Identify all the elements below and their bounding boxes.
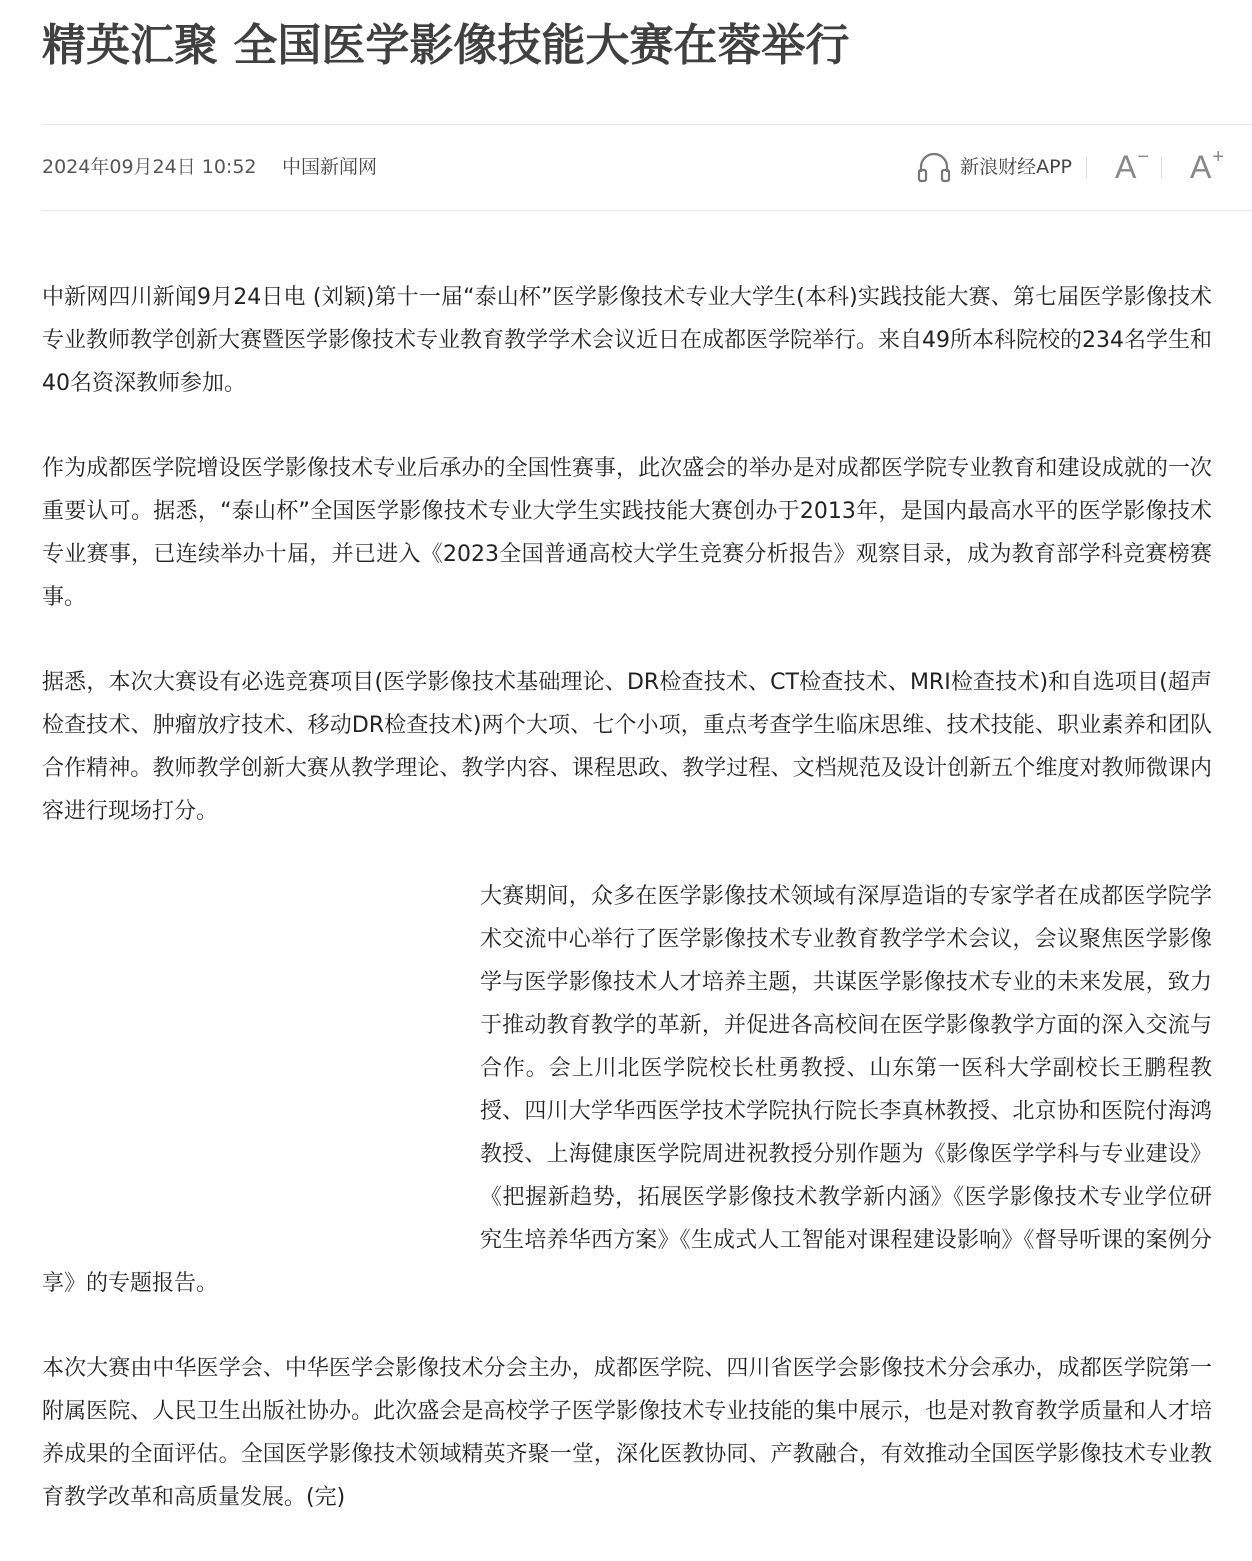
font-decrease-button[interactable] — [1113, 146, 1149, 185]
image-placeholder — [42, 875, 480, 1255]
paragraph: 中新网四川新闻9月24日电 (刘颖)第十一届“泰山杯”医学影像技术专业大学生(本科)实践技能大赛、第七届医学影像技术专业教师教学创新大赛暨医学影像技术专业教育教学学术会议近日在成都医学院举行。来自49所本科院校的234名学生和40名资深教师参加。 — [42, 285, 1212, 396]
article-body — [42, 276, 1212, 1561]
plus-icon: + — [1212, 146, 1224, 168]
publish-date: 2024年09月24日 10:52 — [42, 156, 257, 178]
article-tools — [916, 146, 1224, 185]
paragraph: 作为成都医学院增设医学影像技术专业后承办的全国性赛事，此次盛会的举办是对成都医学院专业教育和建设成就的一次重要认可。据悉，“泰山杯”全国医学影像技术专业大学生实践技能大赛创办于2013年，是国内最高水平的医学影像技术专业赛事，已连续举办十届，并已进入《2023全国普通高校大学生竞赛分析报告》观察目录，成为教育部学科竞赛榜赛事。 — [42, 456, 1212, 610]
font-decrease-icon: A — [1115, 149, 1137, 185]
paragraph: 大赛期间，众多在医学影像技术领域有深厚造诣的专家学者在成都医学院学术交流中心举行了医学影像技术专业教育教学学术会议，会议聚焦医学影像学与医学影像技术人才培养主题，共谋医学影像技术专业的未来发展，致力于推动教育教学的革新，并促进各高校间在医学影像教学方面的深入交流与合作。会上川北医学院校长杜勇教授、山东第一医科大学副校长王鹏程教授、四川大学华西医学技术学院执行院长李真林教授、北京协和医院付海鸿教授、上海健康医学院周进祝教授分别作题为《影像医学学科与专业建设》《把握新趋势，拓展医学影像技术教学新内涵》《医学影像技术专业学位研究生培养华西方案》《生成式人工智能对课程建设影响》《督导听课的案例分享》的专题报告。 — [42, 884, 1212, 1296]
app-label: 新浪财经APP — [960, 156, 1072, 178]
news-source[interactable]: 中国新闻网 — [282, 156, 378, 178]
article-title: 精英汇聚 全国医学影像技能大赛在蓉举行 — [42, 20, 850, 71]
divider-bottom — [42, 210, 1252, 211]
font-increase-button[interactable] — [1188, 146, 1224, 185]
font-increase-icon: A — [1190, 149, 1212, 185]
paragraph: 本次大赛由中华医学会、中华医学会影像技术分会主办，成都医学院、四川省医学会影像技术分会承办，成都医学院第一附属医院、人民卫生出版社协办。此次盛会是高校学子医学影像技术专业技能的集中展示，也是对教育教学质量和人才培养成果的全面评估。全国医学影像技术领域精英齐聚一堂，深化医教协同、产教融合，有效推动全国医学影像技术专业教育教学改革和高质量发展。(完) — [42, 1356, 1212, 1510]
tool-separator — [1086, 156, 1087, 178]
paragraph: 据悉，本次大赛设有必选竞赛项目(医学影像技术基础理论、DR检查技术、CT检查技术、MRI检查技术)和自选项目(超声检查技术、肿瘤放疗技术、移动DR检查技术)两个大项、七个小项，重点考查学生临床思维、技术技能、职业素养和团队合作精神。教师教学创新大赛从教学理论、教学内容、课程思政、教学过程、文档规范及设计创新五个维度对教师微课内容进行现场打分。 — [42, 670, 1212, 824]
divider-top — [42, 124, 1252, 125]
minus-icon: − — [1137, 146, 1149, 168]
headphones-icon — [916, 150, 952, 184]
article-meta — [42, 146, 1252, 185]
tool-separator — [1161, 156, 1162, 178]
sina-finance-app-button[interactable] — [916, 150, 1072, 184]
